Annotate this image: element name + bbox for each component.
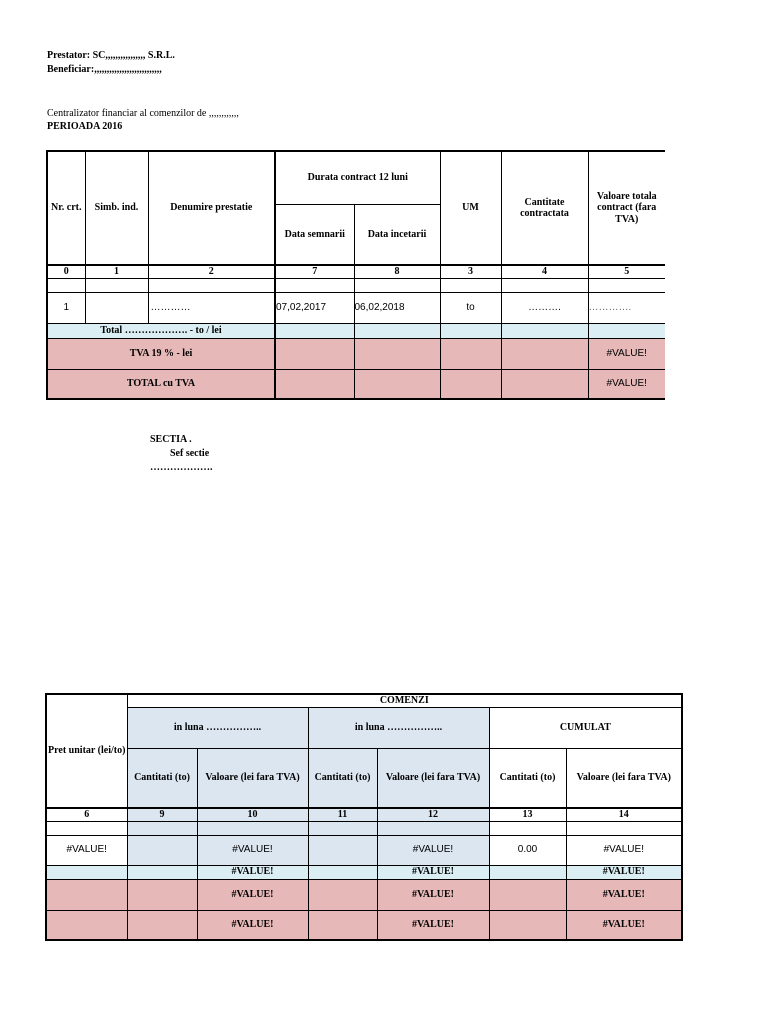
- sectia-label: SECTIA .: [150, 434, 192, 445]
- header-data-semnarii: Data semnarii: [275, 204, 354, 265]
- col-number: 8: [354, 265, 440, 278]
- total-cell: #VALUE!: [197, 865, 308, 879]
- total-tva-cell: [275, 369, 354, 399]
- row-data-semnarii: 07,02,2017: [275, 292, 354, 323]
- comenzi-table: [45, 693, 683, 941]
- total-tva-cell: [127, 910, 197, 940]
- header-in-luna-1: in luna ……………..: [127, 707, 308, 748]
- total-cell: #VALUE!: [566, 865, 682, 879]
- tva-label: TVA 19 % - lei: [47, 338, 275, 369]
- spacer-cell: [354, 278, 440, 292]
- value-cell: #VALUE!: [197, 835, 308, 865]
- header-cantitati: Cantitati (to): [127, 748, 197, 808]
- total-tva-label: TOTAL cu TVA: [47, 369, 275, 399]
- spacer-cell: [501, 278, 588, 292]
- signature-dots: ……………….: [150, 462, 213, 473]
- row-um: to: [440, 292, 501, 323]
- col-number: 12: [377, 808, 489, 821]
- total-cell: [440, 323, 501, 338]
- spacer-cell: [46, 821, 127, 835]
- col-number: 5: [588, 265, 665, 278]
- tva-cell: #VALUE!: [197, 879, 308, 910]
- row-data-incetarii: 06,02,2018: [354, 292, 440, 323]
- header-data-incetarii: Data incetarii: [354, 204, 440, 265]
- total-cell: [308, 865, 377, 879]
- sef-sectie-label: Sef sectie: [170, 448, 210, 459]
- header-pret-unitar: Pret unitar (lei/to): [46, 694, 127, 808]
- value-cell: #VALUE!: [566, 835, 682, 865]
- total-tva-value: #VALUE!: [588, 369, 665, 399]
- tva-cell: [440, 338, 501, 369]
- prestator-line: Prestator: SC,,,,,,,,,,,,,,,, S.R.L.: [47, 50, 175, 61]
- total-cell: [354, 323, 440, 338]
- centralizator-line: Centralizator financiar al comenzilor de ,,,,,,,,,,,,: [47, 108, 239, 119]
- tva-cell: [308, 879, 377, 910]
- total-cell: [489, 865, 566, 879]
- total-cell: [275, 323, 354, 338]
- col-number: 0: [47, 265, 85, 278]
- col-number: 3: [440, 265, 501, 278]
- spacer-cell: [440, 278, 501, 292]
- perioada-line: PERIOADA 2016: [47, 121, 123, 132]
- col-number: 1: [85, 265, 148, 278]
- spacer-cell: [588, 278, 665, 292]
- col-number: 9: [127, 808, 197, 821]
- row-denumire: …………: [148, 292, 275, 323]
- total-tva-cell: #VALUE!: [566, 910, 682, 940]
- col-number: 10: [197, 808, 308, 821]
- col-number: 14: [566, 808, 682, 821]
- header-valoare: Valoare (lei fara TVA): [377, 748, 489, 808]
- col-number: 6: [46, 808, 127, 821]
- header-cumulat: CUMULAT: [489, 707, 682, 748]
- tva-cell: [489, 879, 566, 910]
- header-durata: Durata contract 12 luni: [275, 151, 440, 204]
- total-cell: [501, 323, 588, 338]
- row-simb: [85, 292, 148, 323]
- tva-cell: [46, 879, 127, 910]
- spacer-cell: [127, 821, 197, 835]
- tva-cell: [275, 338, 354, 369]
- spacer-cell: [308, 821, 377, 835]
- tva-value: #VALUE!: [588, 338, 665, 369]
- total-tva-cell: [354, 369, 440, 399]
- beneficiar-line: Beneficiar:,,,,,,,,,,,,,,,,,,,,,,,,,,,: [47, 64, 162, 75]
- total-tva-cell: [308, 910, 377, 940]
- col-number: 11: [308, 808, 377, 821]
- col-number: 4: [501, 265, 588, 278]
- tva-cell: [501, 338, 588, 369]
- row-cantitate: ……….: [501, 292, 588, 323]
- table-row: [46, 835, 682, 865]
- header-cantitati: Cantitati (to): [489, 748, 566, 808]
- value-cell: [308, 835, 377, 865]
- spacer-cell: [85, 278, 148, 292]
- header-in-luna-2: in luna ……………..: [308, 707, 489, 748]
- spacer-cell: [148, 278, 275, 292]
- total-tva-cell: [489, 910, 566, 940]
- spacer-cell: [566, 821, 682, 835]
- total-cell: [46, 865, 127, 879]
- header-valoare: Valoare totala contract (fara TVA): [588, 151, 665, 265]
- spacer-cell: [489, 821, 566, 835]
- header-simb-ind: Simb. ind.: [85, 151, 148, 265]
- spacer-cell: [197, 821, 308, 835]
- total-tva-cell: [501, 369, 588, 399]
- total-tva-cell: #VALUE!: [197, 910, 308, 940]
- tva-cell: [127, 879, 197, 910]
- spacer-cell: [47, 278, 85, 292]
- tva-cell: [354, 338, 440, 369]
- value-cell: 0.00: [489, 835, 566, 865]
- header-cantitate: Cantitate contractata: [501, 151, 588, 265]
- tva-cell: #VALUE!: [377, 879, 489, 910]
- value-cell: #VALUE!: [46, 835, 127, 865]
- header-um: UM: [440, 151, 501, 265]
- header-comenzi: COMENZI: [127, 694, 682, 707]
- header-valoare: Valoare (lei fara TVA): [197, 748, 308, 808]
- contract-table: [46, 150, 665, 400]
- row-nr: 1: [47, 292, 85, 323]
- row-valoare: ………….: [588, 292, 665, 323]
- header-cantitati: Cantitati (to): [308, 748, 377, 808]
- total-cell: [127, 865, 197, 879]
- total-cell: [588, 323, 665, 338]
- spacer-cell: [377, 821, 489, 835]
- total-cell: #VALUE!: [377, 865, 489, 879]
- value-cell: #VALUE!: [377, 835, 489, 865]
- header-valoare: Valoare (lei fara TVA): [566, 748, 682, 808]
- value-cell: [127, 835, 197, 865]
- col-number: 13: [489, 808, 566, 821]
- header-denumire: Denumire prestatie: [148, 151, 275, 265]
- total-label: Total ………………. - to / lei: [47, 323, 275, 338]
- header-nr-crt: Nr. crt.: [47, 151, 85, 265]
- total-tva-cell: #VALUE!: [377, 910, 489, 940]
- total-tva-cell: [440, 369, 501, 399]
- total-tva-cell: [46, 910, 127, 940]
- tva-cell: #VALUE!: [566, 879, 682, 910]
- table-row: [47, 292, 665, 323]
- col-number: 7: [275, 265, 354, 278]
- spacer-cell: [275, 278, 354, 292]
- col-number: 2: [148, 265, 275, 278]
